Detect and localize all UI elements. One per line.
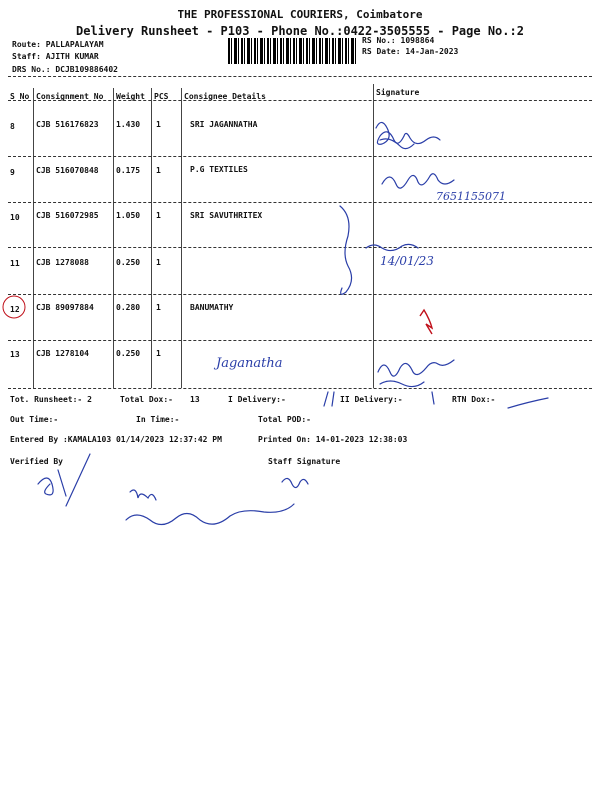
- row-pcs: 1: [156, 166, 161, 175]
- row-pcs: 1: [156, 303, 161, 312]
- row-consignment: CJB 1278088: [36, 258, 89, 267]
- verified-by: Verified By: [10, 457, 63, 466]
- signature-row-12: [420, 310, 432, 334]
- col-pcs: PCS: [154, 92, 169, 101]
- tot-runsheet: Tot. Runsheet:- 2: [10, 395, 92, 404]
- row-sno: 9: [10, 168, 15, 177]
- row-weight: 1.430: [116, 120, 141, 129]
- verified-signature: [38, 454, 294, 525]
- col-consignee: Consignee Details: [184, 92, 266, 101]
- col-sno: S No: [10, 92, 30, 101]
- company-name: THE PROFESSIONAL COURIERS, Coimbatore: [177, 8, 423, 21]
- drs-value: DCJB109886402: [55, 65, 118, 74]
- col-signature: Signature: [376, 88, 420, 97]
- rs-date-value: 14-Jan-2023: [405, 47, 459, 56]
- total-dox-value: 13: [190, 395, 200, 404]
- row-consignment: CJB 89097884: [36, 303, 94, 312]
- staff-value: AJITH KUMAR: [45, 52, 99, 61]
- row-pcs: 1: [156, 258, 161, 267]
- handwritten-date: 14/01/23: [380, 254, 434, 268]
- rs-date-label: RS Date:: [362, 47, 401, 56]
- row-consignee: SRI JAGANNATHA: [190, 120, 258, 129]
- rtn-dox: RTN Dox:-: [452, 395, 496, 404]
- row-consignee: P.G TEXTILES: [190, 165, 248, 174]
- in-time: In Time:-: [136, 415, 180, 424]
- staff-signature-label: Staff Signature: [268, 457, 341, 466]
- row-consignment: CJB 516176823: [36, 120, 99, 129]
- handwritten-name: Jaganatha: [216, 356, 283, 371]
- row-weight: 0.280: [116, 303, 141, 312]
- row-pcs: 1: [156, 120, 161, 129]
- row-sno: 10: [10, 213, 20, 222]
- rs-no-value: 1098864: [400, 36, 435, 45]
- entered-by: Entered By :KAMALA103 01/14/2023 12:37:42 PM: [10, 435, 222, 444]
- i-delivery: I Delivery:-: [228, 395, 286, 404]
- signature-row-8: [376, 122, 440, 148]
- runsheet-title: Delivery Runsheet - P103 - Phone No.:0422-3505555 - Page No.:2: [76, 24, 524, 38]
- total-dox-label: Total Dox:-: [120, 395, 173, 404]
- row-weight: 0.175: [116, 166, 141, 175]
- handwritten-phone: 7651155071: [436, 190, 506, 203]
- row-sno: 12: [10, 305, 20, 314]
- row-weight: 0.250: [116, 349, 141, 358]
- out-time: Out Time:-: [10, 415, 59, 424]
- circle-mark-12: [3, 296, 25, 318]
- row-pcs: 1: [156, 211, 161, 220]
- row-consignment: CJB 516070848: [36, 166, 99, 175]
- row-sno: 13: [10, 350, 20, 359]
- signature-row-13: [378, 360, 454, 387]
- row-sno: 11: [10, 259, 20, 268]
- row-consignee: SRI SAVUTHRITEX: [190, 211, 263, 220]
- route-label: Route:: [12, 40, 41, 49]
- row-consignee: BANUMATHY: [190, 303, 234, 312]
- row-consignment: CJB 516072985: [36, 211, 99, 220]
- rs-no-label: RS No.:: [362, 36, 396, 45]
- row-pcs: 1: [156, 349, 161, 358]
- printed-on: Printed On: 14-01-2023 12:38:03: [258, 435, 408, 444]
- signature-row-10-11: [340, 206, 418, 294]
- route-value: PALLAPALAYAM: [45, 40, 104, 49]
- staff-label: Staff:: [12, 52, 41, 61]
- signature-row-9: [382, 174, 454, 188]
- col-weight: Weight: [116, 92, 145, 101]
- staff-signature-mark: [282, 478, 308, 487]
- ii-delivery: II Delivery:-: [340, 395, 403, 404]
- total-pod: Total POD:-: [258, 415, 311, 424]
- row-sno: 8: [10, 122, 15, 131]
- row-weight: 0.250: [116, 258, 141, 267]
- col-consignment: Consignment No: [36, 92, 104, 101]
- drs-label: DRS No.:: [12, 65, 51, 74]
- row-consignment: CJB 1278104: [36, 349, 89, 358]
- row-weight: 1.050: [116, 211, 141, 220]
